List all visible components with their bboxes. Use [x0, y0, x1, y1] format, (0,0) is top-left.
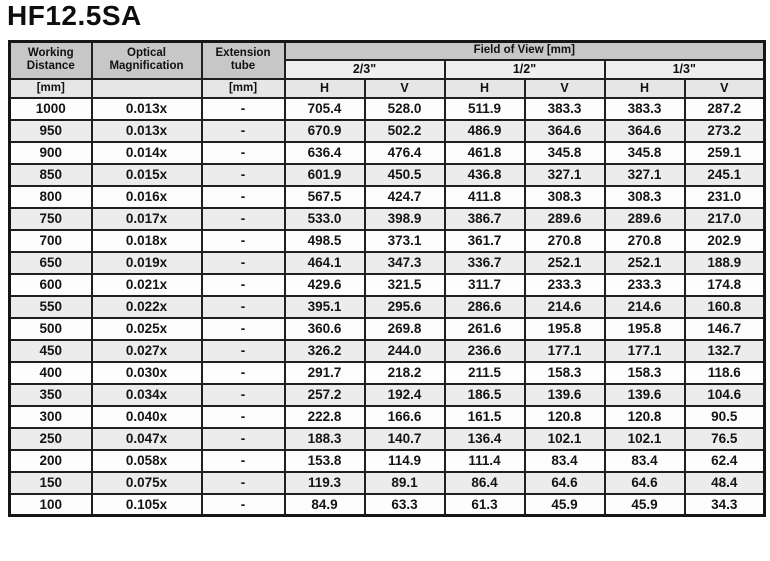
fov-cell: 326.2 [285, 340, 365, 362]
fov-table [8, 40, 766, 517]
fov-cell: 86.4 [445, 472, 525, 494]
fov-cell: 601.9 [285, 164, 365, 186]
table-row [10, 120, 765, 142]
working-distance-cell: 200 [10, 450, 92, 472]
table-row [10, 406, 765, 428]
magnification-cell: 0.015x [92, 164, 202, 186]
fov-cell: 464.1 [285, 252, 365, 274]
fov-cell: 269.8 [365, 318, 445, 340]
fov-cell: 327.1 [605, 164, 685, 186]
fov-cell: 424.7 [365, 186, 445, 208]
fov-cell: 146.7 [685, 318, 765, 340]
fov-cell: 84.9 [285, 494, 365, 516]
fov-cell: 45.9 [605, 494, 685, 516]
fov-cell: 436.8 [445, 164, 525, 186]
fov-cell: 195.8 [525, 318, 605, 340]
magnification-cell: 0.021x [92, 274, 202, 296]
fov-cell: 261.6 [445, 318, 525, 340]
fov-cell: 89.1 [365, 472, 445, 494]
fov-cell: 214.6 [605, 296, 685, 318]
fov-cell: 291.7 [285, 362, 365, 384]
table-row [10, 296, 765, 318]
fov-cell: 308.3 [605, 186, 685, 208]
table-body [10, 98, 765, 516]
fov-cell: 244.0 [365, 340, 445, 362]
table-row [10, 98, 765, 120]
fov-cell: 383.3 [525, 98, 605, 120]
magnification-cell: 0.019x [92, 252, 202, 274]
fov-cell: 364.6 [525, 120, 605, 142]
fov-cell: 395.1 [285, 296, 365, 318]
col-header-sensor-1-3: 1/3" [605, 60, 765, 79]
unit-extension-tube: [mm] [202, 79, 285, 98]
extension-tube-cell: - [202, 164, 285, 186]
extension-tube-cell: - [202, 120, 285, 142]
working-distance-cell: 650 [10, 252, 92, 274]
fov-cell: 361.7 [445, 230, 525, 252]
fov-cell: 188.9 [685, 252, 765, 274]
fov-cell: 61.3 [445, 494, 525, 516]
magnification-cell: 0.105x [92, 494, 202, 516]
fov-cell: 132.7 [685, 340, 765, 362]
fov-cell: 245.1 [685, 164, 765, 186]
working-distance-cell: 350 [10, 384, 92, 406]
fov-cell: 327.1 [525, 164, 605, 186]
table-row [10, 142, 765, 164]
fov-cell: 64.6 [605, 472, 685, 494]
extension-tube-cell: - [202, 296, 285, 318]
extension-tube-cell: - [202, 142, 285, 164]
fov-cell: 102.1 [525, 428, 605, 450]
header-row-groups [10, 42, 765, 60]
fov-cell: 567.5 [285, 186, 365, 208]
working-distance-cell: 700 [10, 230, 92, 252]
fov-cell: 34.3 [685, 494, 765, 516]
fov-cell: 48.4 [685, 472, 765, 494]
fov-cell: 636.4 [285, 142, 365, 164]
fov-cell: 259.1 [685, 142, 765, 164]
col-header-v-1-2: V [525, 79, 605, 98]
fov-cell: 161.5 [445, 406, 525, 428]
fov-cell: 273.2 [685, 120, 765, 142]
extension-tube-cell: - [202, 362, 285, 384]
working-distance-cell: 800 [10, 186, 92, 208]
magnification-cell: 0.030x [92, 362, 202, 384]
working-distance-cell: 500 [10, 318, 92, 340]
fov-cell: 336.7 [445, 252, 525, 274]
extension-tube-cell: - [202, 208, 285, 230]
fov-cell: 160.8 [685, 296, 765, 318]
fov-cell: 62.4 [685, 450, 765, 472]
fov-cell: 136.4 [445, 428, 525, 450]
fov-cell: 158.3 [525, 362, 605, 384]
fov-cell: 364.6 [605, 120, 685, 142]
fov-cell: 236.6 [445, 340, 525, 362]
fov-cell: 214.6 [525, 296, 605, 318]
extension-tube-cell: - [202, 428, 285, 450]
fov-cell: 231.0 [685, 186, 765, 208]
fov-cell: 192.4 [365, 384, 445, 406]
fov-cell: 450.5 [365, 164, 445, 186]
fov-cell: 111.4 [445, 450, 525, 472]
col-header-optical-magnification: Optical Magnification [92, 42, 202, 79]
fov-cell: 90.5 [685, 406, 765, 428]
working-distance-cell: 250 [10, 428, 92, 450]
fov-cell: 308.3 [525, 186, 605, 208]
extension-tube-cell: - [202, 318, 285, 340]
magnification-cell: 0.013x [92, 98, 202, 120]
fov-cell: 202.9 [685, 230, 765, 252]
fov-cell: 252.1 [525, 252, 605, 274]
extension-tube-cell: - [202, 406, 285, 428]
fov-cell: 286.6 [445, 296, 525, 318]
fov-cell: 45.9 [525, 494, 605, 516]
fov-cell: 295.6 [365, 296, 445, 318]
fov-cell: 670.9 [285, 120, 365, 142]
fov-cell: 311.7 [445, 274, 525, 296]
fov-cell: 270.8 [525, 230, 605, 252]
fov-cell: 533.0 [285, 208, 365, 230]
magnification-cell: 0.075x [92, 472, 202, 494]
magnification-cell: 0.027x [92, 340, 202, 362]
table-row [10, 494, 765, 516]
fov-cell: 705.4 [285, 98, 365, 120]
fov-cell: 270.8 [605, 230, 685, 252]
fov-cell: 218.2 [365, 362, 445, 384]
working-distance-cell: 850 [10, 164, 92, 186]
magnification-cell: 0.013x [92, 120, 202, 142]
fov-cell: 120.8 [605, 406, 685, 428]
fov-cell: 233.3 [605, 274, 685, 296]
fov-cell: 476.4 [365, 142, 445, 164]
col-header-v-2-3: V [365, 79, 445, 98]
col-header-extension-tube: Extension tube [202, 42, 285, 79]
fov-cell: 257.2 [285, 384, 365, 406]
extension-tube-cell: - [202, 230, 285, 252]
table-row [10, 252, 765, 274]
fov-cell: 528.0 [365, 98, 445, 120]
working-distance-cell: 900 [10, 142, 92, 164]
table-row [10, 208, 765, 230]
table-row [10, 230, 765, 252]
fov-cell: 233.3 [525, 274, 605, 296]
col-header-h-1-2: H [445, 79, 525, 98]
extension-tube-cell: - [202, 274, 285, 296]
col-header-field-of-view: Field of View [mm] [285, 42, 765, 60]
unit-optical-magnification [92, 79, 202, 98]
fov-cell: 153.8 [285, 450, 365, 472]
header-row-units [10, 79, 765, 98]
working-distance-cell: 750 [10, 208, 92, 230]
fov-cell: 287.2 [685, 98, 765, 120]
fov-cell: 119.3 [285, 472, 365, 494]
unit-working-distance: [mm] [10, 79, 92, 98]
extension-tube-cell: - [202, 472, 285, 494]
extension-tube-cell: - [202, 252, 285, 274]
fov-cell: 139.6 [605, 384, 685, 406]
magnification-cell: 0.047x [92, 428, 202, 450]
magnification-cell: 0.040x [92, 406, 202, 428]
table-row [10, 362, 765, 384]
fov-cell: 195.8 [605, 318, 685, 340]
magnification-cell: 0.014x [92, 142, 202, 164]
fov-cell: 217.0 [685, 208, 765, 230]
magnification-cell: 0.017x [92, 208, 202, 230]
table-row [10, 186, 765, 208]
fov-cell: 429.6 [285, 274, 365, 296]
fov-cell: 120.8 [525, 406, 605, 428]
extension-tube-cell: - [202, 340, 285, 362]
fov-cell: 252.1 [605, 252, 685, 274]
working-distance-cell: 450 [10, 340, 92, 362]
fov-cell: 211.5 [445, 362, 525, 384]
working-distance-cell: 150 [10, 472, 92, 494]
fov-cell: 76.5 [685, 428, 765, 450]
fov-cell: 486.9 [445, 120, 525, 142]
fov-cell: 166.6 [365, 406, 445, 428]
fov-cell: 64.6 [525, 472, 605, 494]
fov-cell: 347.3 [365, 252, 445, 274]
fov-cell: 398.9 [365, 208, 445, 230]
working-distance-cell: 950 [10, 120, 92, 142]
col-header-sensor-2-3: 2/3" [285, 60, 445, 79]
fov-cell: 461.8 [445, 142, 525, 164]
fov-cell: 188.3 [285, 428, 365, 450]
col-header-v-1-3: V [685, 79, 765, 98]
fov-cell: 83.4 [525, 450, 605, 472]
table-row [10, 428, 765, 450]
fov-cell: 102.1 [605, 428, 685, 450]
fov-cell: 177.1 [605, 340, 685, 362]
fov-cell: 174.8 [685, 274, 765, 296]
fov-cell: 83.4 [605, 450, 685, 472]
magnification-cell: 0.058x [92, 450, 202, 472]
col-header-h-2-3: H [285, 79, 365, 98]
page-title: HF12.5SA [7, 0, 142, 31]
table-row [10, 274, 765, 296]
fov-cell: 222.8 [285, 406, 365, 428]
magnification-cell: 0.034x [92, 384, 202, 406]
magnification-cell: 0.025x [92, 318, 202, 340]
fov-cell: 383.3 [605, 98, 685, 120]
fov-cell: 511.9 [445, 98, 525, 120]
table-header [10, 42, 765, 98]
table-row [10, 450, 765, 472]
fov-cell: 502.2 [365, 120, 445, 142]
fov-cell: 345.8 [525, 142, 605, 164]
table-row [10, 164, 765, 186]
fov-cell: 289.6 [525, 208, 605, 230]
working-distance-cell: 300 [10, 406, 92, 428]
fov-cell: 118.6 [685, 362, 765, 384]
fov-cell: 386.7 [445, 208, 525, 230]
fov-cell: 411.8 [445, 186, 525, 208]
extension-tube-cell: - [202, 494, 285, 516]
table-row [10, 384, 765, 406]
fov-cell: 139.6 [525, 384, 605, 406]
fov-cell: 345.8 [605, 142, 685, 164]
fov-cell: 360.6 [285, 318, 365, 340]
working-distance-cell: 600 [10, 274, 92, 296]
working-distance-cell: 400 [10, 362, 92, 384]
magnification-cell: 0.018x [92, 230, 202, 252]
table-row [10, 318, 765, 340]
table-row [10, 472, 765, 494]
col-header-h-1-3: H [605, 79, 685, 98]
fov-cell: 498.5 [285, 230, 365, 252]
fov-cell: 321.5 [365, 274, 445, 296]
working-distance-cell: 1000 [10, 98, 92, 120]
fov-cell: 140.7 [365, 428, 445, 450]
working-distance-cell: 100 [10, 494, 92, 516]
extension-tube-cell: - [202, 450, 285, 472]
fov-cell: 158.3 [605, 362, 685, 384]
extension-tube-cell: - [202, 186, 285, 208]
col-header-sensor-1-2: 1/2" [445, 60, 605, 79]
fov-cell: 114.9 [365, 450, 445, 472]
fov-cell: 373.1 [365, 230, 445, 252]
extension-tube-cell: - [202, 98, 285, 120]
fov-cell: 177.1 [525, 340, 605, 362]
fov-cell: 186.5 [445, 384, 525, 406]
working-distance-cell: 550 [10, 296, 92, 318]
fov-cell: 63.3 [365, 494, 445, 516]
magnification-cell: 0.022x [92, 296, 202, 318]
extension-tube-cell: - [202, 384, 285, 406]
fov-cell: 104.6 [685, 384, 765, 406]
table-row [10, 340, 765, 362]
magnification-cell: 0.016x [92, 186, 202, 208]
col-header-working-distance: Working Distance [10, 42, 92, 79]
fov-cell: 289.6 [605, 208, 685, 230]
